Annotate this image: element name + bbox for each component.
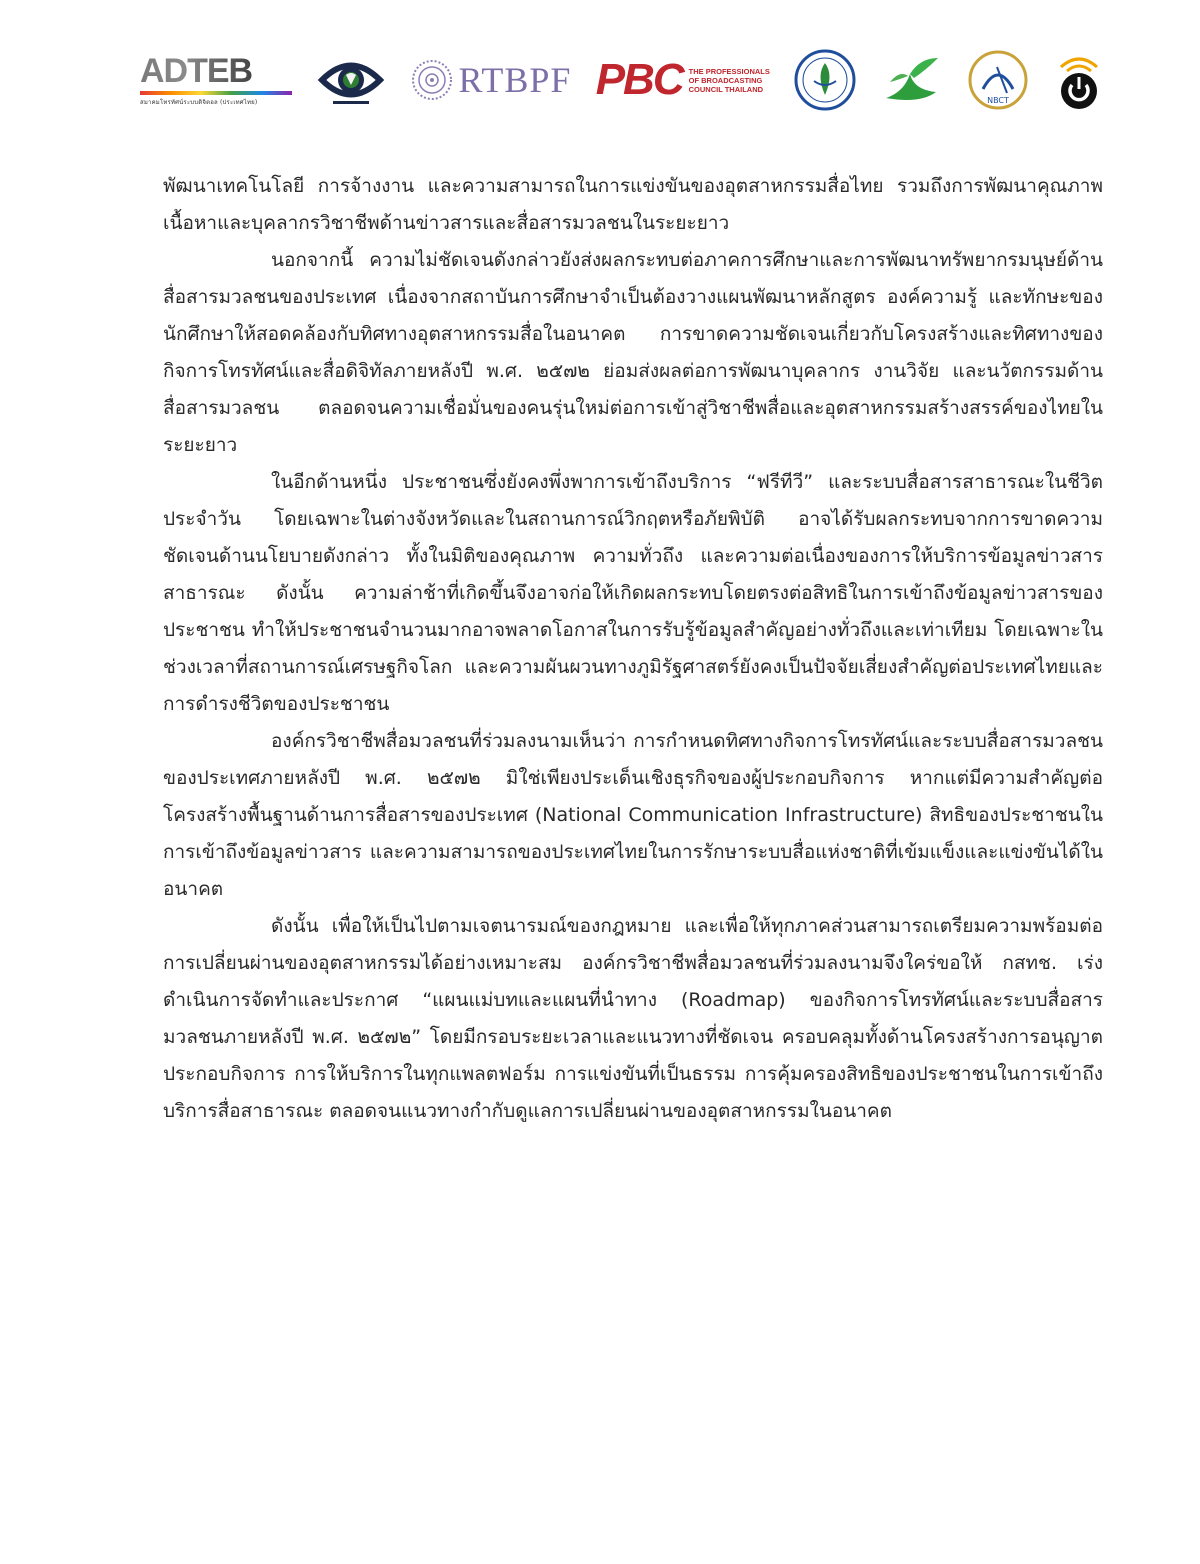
eye-emblem-icon bbox=[316, 49, 386, 111]
header-logo-strip bbox=[140, 40, 1105, 120]
nbct-emblem-icon bbox=[967, 49, 1029, 111]
paragraph: องค์กรวิชาชีพสื่อมวลชนที่ร่วมลงนามเห็นว่า การกำหนดทิศทางกิจการโทรทัศน์และระบบสื่อสารมวลชนของประเทศภายหลังปี พ.ศ. ๒๕๗๒ มิใช่เพียงประเด็นเชิงธุรกิจของผู้ประกอบกิจการ หากแต่มีความสำคัญต่อโครงสร้างพื้นฐานด้านการสื่อสารของประเทศ (National Communication Infrastructure) สิทธิของประชาชนในการเข้าถึงข้อมูลข่าวสาร และความสามารถของประเทศไทยในการรักษาระบบสื่อแห่งชาติที่เข้มแข็งและแข่งขันได้ในอนาคต bbox=[163, 730, 1103, 900]
paragraph: พัฒนาเทคโนโลยี การจ้างงาน และความสามารถในการแข่งขันของอุตสาหกรรมสื่อไทย รวมถึงการพัฒนาคุณภาพเนื้อหาและบุคลากรวิชาชีพด้านข่าวสารและสื่อสารมวลชนในระยะยาว bbox=[163, 175, 1103, 234]
nbct-logo bbox=[967, 49, 1029, 111]
pbc-tagline-line: OF BROADCASTING bbox=[688, 75, 763, 85]
paragraph: นอกจากนี้ ความไม่ชัดเจนดังกล่าวยังส่งผลกระทบต่อภาคการศึกษาและการพัฒนาทรัพยากรมนุษย์ด้านสื่อสารมวลชนของประเทศ เนื่องจากสถาบันการศึกษาจำเป็นต้องวางแผนพัฒนาหลักสูตร องค์ความรู้ และทักษะของนักศึกษาให้สอดคล้องกับทิศทางอุตสาหกรรมสื่อในอนาคต การขาดความชัดเจนเกี่ยวกับโครงสร้างและทิศทางของกิจการโทรทัศน์และสื่อดิจิทัลภายหลังปี พ.ศ. ๒๕๗๒ ย่อมส่งผลต่อการพัฒนาบุคลากร งานวิจัย และนวัตกรรมด้านสื่อสารมวลชน ตลอดจนความเชื่อมั่นของคนรุ่นใหม่ต่อการเข้าสู่วิชาชีพสื่อและอุตสาหกรรมสร้างสรรค์ของไทยในระยะยาว bbox=[163, 249, 1103, 456]
paragraph: ดังนั้น เพื่อให้เป็นไปตามเจตนารมณ์ของกฎหมาย และเพื่อให้ทุกภาคส่วนสามารถเตรียมความพร้อมต่อการเปลี่ยนผ่านของอุตสาหกรรมได้อย่างเหมาะสม องค์กรวิชาชีพสื่อมวลชนที่ร่วมลงนามจึงใคร่ขอให้ กสทช. เร่งดำเนินการจัดทำและประกาศ “แผนแม่บทและแผนที่นำทาง (Roadmap) ของกิจการโทรทัศน์และระบบสื่อสารมวลชนภายหลังปี พ.ศ. ๒๕๗๒” โดยมีกรอบระยะเวลาและแนวทางที่ชัดเจน ครอบคลุมทั้งด้านโครงสร้างการอนุญาตประกอบกิจการ การให้บริการในทุกแพลตฟอร์ม การแข่งขันที่เป็นธรรม การคุ้มครองสิทธิของประชาชนในการเข้าถึงบริการสื่อสาธารณะ ตลอดจนแนวทางกำกับดูแลการเปลี่ยนผ่านของอุตสาหกรรมในอนาคต bbox=[163, 915, 1103, 1122]
adteb-logo-subtitle: สมาคมโทรทัศน์ระบบดิจิตอล (ประเทศไทย) bbox=[140, 98, 258, 106]
rtbpf-emblem-icon bbox=[411, 59, 453, 101]
power-icon bbox=[1053, 47, 1105, 113]
adteb-color-bar bbox=[140, 91, 292, 95]
leaf-bird-icon bbox=[880, 52, 942, 108]
eye-emblem-logo bbox=[316, 49, 386, 111]
rtbpf-logo bbox=[411, 59, 572, 101]
pbc-tagline-line: THE PROFESSIONALS bbox=[688, 66, 770, 76]
power-logo bbox=[1053, 47, 1105, 113]
circle-seal-logo bbox=[794, 49, 856, 111]
nbct-logo-text: NBCT bbox=[986, 96, 1009, 105]
adteb-logo bbox=[140, 51, 292, 107]
rtbpf-logo-text: RTBPF bbox=[458, 60, 572, 100]
pbc-logo bbox=[595, 55, 770, 104]
pbc-logo-text: PBC bbox=[595, 55, 683, 104]
seal-emblem-icon bbox=[794, 49, 856, 111]
letter-body bbox=[163, 168, 1103, 1130]
leaf-bird-logo bbox=[880, 52, 942, 108]
paragraph: ในอีกด้านหนึ่ง ประชาชนซึ่งยังคงพึ่งพาการเข้าถึงบริการ “ฟรีทีวี” และระบบสื่อสารสาธารณะในชีวิตประจำวัน โดยเฉพาะในต่างจังหวัดและในสถานการณ์วิกฤตหรือภัยพิบัติ อาจได้รับผลกระทบจากการขาดความชัดเจนด้านนโยบายดังกล่าว ทั้งในมิติของคุณภาพ ความทั่วถึง และความต่อเนื่องของการให้บริการข้อมูลข่าวสารสาธารณะ ดังนั้น ความล่าช้าที่เกิดขึ้นจึงอาจก่อให้เกิดผลกระทบโดยตรงต่อสิทธิในการเข้าถึงข้อมูลข่าวสารของประชาชน ทำให้ประชาชนจำนวนมากอาจพลาดโอกาสในการรับรู้ข้อมูลสำคัญอย่างทั่วถึงและเท่าเทียม โดยเฉพาะในช่วงเวลาที่สถานการณ์เศรษฐกิจโลก และความผันผวนทางภูมิรัฐศาสตร์ยังคงเป็นปัจจัยเสี่ยงสำคัญต่อประเทศไทยและการดำรงชีวิตของประชาชน bbox=[163, 471, 1103, 715]
adteb-logo-text: ADTEB bbox=[140, 51, 253, 90]
pbc-tagline bbox=[689, 67, 770, 94]
pbc-tagline-line: COUNCIL THAILAND bbox=[688, 84, 764, 94]
